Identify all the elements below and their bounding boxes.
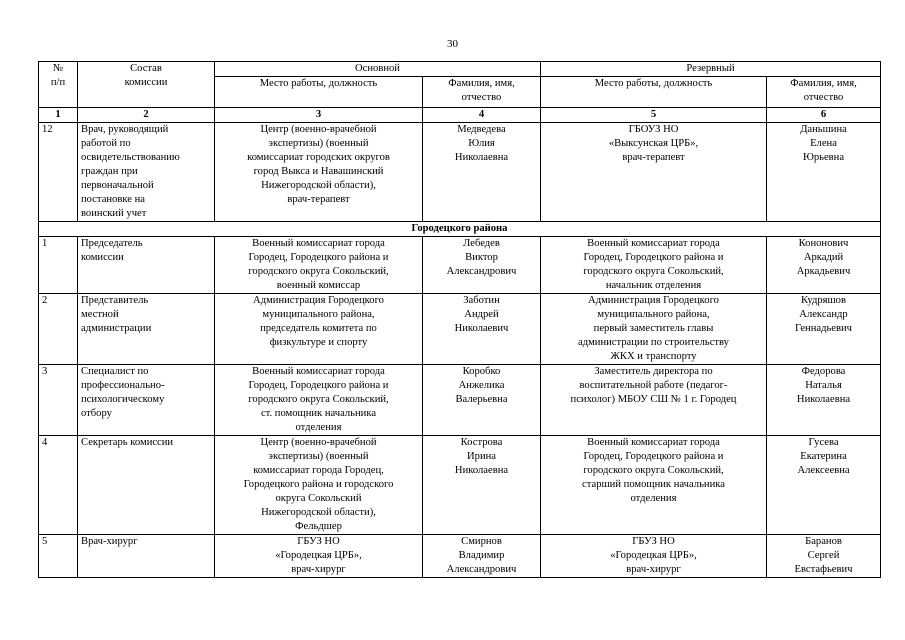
role-cell-line: профессионально- xyxy=(81,380,165,391)
main-name-cell-line: Юлия xyxy=(468,138,495,149)
reserve-name-cell-line: Николаевна xyxy=(796,394,851,405)
reserve-workplace-cell xyxy=(541,365,767,436)
table-row xyxy=(39,365,881,436)
main-name-cell-line: Заботин xyxy=(463,295,500,306)
main-workplace-cell-line: Администрация Городецкого xyxy=(253,295,384,306)
main-workplace-cell-line: Военный комиссариат города xyxy=(252,366,385,377)
role-cell-line: освидетельствованию xyxy=(81,152,180,163)
column-number: 4 xyxy=(423,108,541,123)
reserve-workplace-cell xyxy=(541,535,767,578)
reserve-workplace-cell-line: Городец, Городецкого района и xyxy=(583,451,724,462)
role-cell-line: Секретарь комиссии xyxy=(81,437,174,448)
reserve-workplace-cell-line: воспитательной работе (педагог- xyxy=(579,380,728,391)
column-number: 5 xyxy=(541,108,767,123)
reserve-name-cell-line: Кудряшов xyxy=(801,295,846,306)
row-number: 3 xyxy=(39,365,78,436)
main-rows xyxy=(39,237,881,578)
main-workplace-cell-line: председатель комитета по xyxy=(260,323,377,334)
reserve-workplace-cell-line: первый заместитель главы xyxy=(593,323,714,334)
row-number: 4 xyxy=(39,436,78,535)
main-workplace-cell xyxy=(215,123,423,222)
reserve-workplace-cell-line: Военный комиссариат города xyxy=(587,238,720,249)
main-workplace-cell xyxy=(215,237,423,294)
reserve-workplace-cell xyxy=(541,237,767,294)
reserve-workplace-cell-line: городского округа Сокольский, xyxy=(583,266,724,277)
main-name-cell-line: Анжелика xyxy=(458,380,505,391)
main-workplace-cell-line: ГБУЗ НО xyxy=(297,536,340,547)
reserve-workplace-cell-line: городского округа Сокольский, xyxy=(583,465,724,476)
role-cell-line: Врач, руководящий xyxy=(81,124,169,135)
main-workplace-cell-line: Нижегородской области), xyxy=(261,180,376,191)
reserve-workplace-cell-line: старший помощник начальника xyxy=(582,479,725,490)
role-cell xyxy=(78,436,215,535)
main-name-cell-line: Николаевич xyxy=(454,323,509,334)
section-title: Городецкого района xyxy=(39,222,881,237)
row-number: 2 xyxy=(39,294,78,365)
reserve-workplace-cell-line: врач-терапевт xyxy=(622,152,685,163)
reserve-name-cell-line: Аркадьевич xyxy=(796,266,851,277)
main-workplace-cell-line: городского округа Сокольский, xyxy=(248,394,389,405)
reserve-workplace-cell-line: «Городецкая ЦРБ», xyxy=(610,550,697,561)
reserve-workplace-cell xyxy=(541,123,767,222)
main-workplace-cell-line: отделения xyxy=(295,422,342,433)
reserve-name-cell xyxy=(767,237,881,294)
reserve-workplace-cell-line: ГБУЗ НО xyxy=(632,536,675,547)
main-name-cell-line: Александрович xyxy=(446,266,517,277)
reserve-name-cell xyxy=(767,123,881,222)
header-number: № п/п xyxy=(39,62,78,108)
reserve-name-cell-line: Баранов xyxy=(805,536,842,547)
main-workplace-cell-line: Военный комиссариат города xyxy=(252,238,385,249)
reserve-workplace-cell-line: «Выксунская ЦРБ», xyxy=(608,138,699,149)
table-row xyxy=(39,294,881,365)
table-row xyxy=(39,436,881,535)
main-workplace-cell-line: врач-хирург xyxy=(291,564,346,575)
reserve-workplace-cell-line: Городец, Городецкого района и xyxy=(583,252,724,263)
reserve-workplace-cell-line: психолог) МБОУ СШ № 1 г. Городец xyxy=(570,394,737,405)
main-workplace-cell-line: «Городецкая ЦРБ», xyxy=(275,550,362,561)
reserve-workplace-cell-line: муниципального района, xyxy=(597,309,710,320)
row-number: 1 xyxy=(39,237,78,294)
header-composition: Состав комиссии xyxy=(78,62,215,108)
table-row xyxy=(39,535,881,578)
reserve-name-cell-line: Алексеевна xyxy=(797,465,850,476)
reserve-workplace-cell-line: начальник отделения xyxy=(605,280,702,291)
main-workplace-cell-line: врач-терапевт xyxy=(287,194,350,205)
main-workplace-cell xyxy=(215,436,423,535)
reserve-workplace-cell xyxy=(541,294,767,365)
main-name-cell xyxy=(423,535,541,578)
reserve-name-cell-line: Александр xyxy=(799,309,848,320)
main-workplace-cell xyxy=(215,365,423,436)
main-workplace-cell-line: муниципального района, xyxy=(262,309,375,320)
reserve-workplace-cell-line: врач-хирург xyxy=(626,564,681,575)
reserve-workplace-cell-line: Администрация Городецкого xyxy=(588,295,719,306)
reserve-name-cell xyxy=(767,535,881,578)
role-cell-line: работой по xyxy=(81,138,131,149)
reserve-name-cell-line: Аркадий xyxy=(803,252,844,263)
main-workplace-cell-line: округа Сокольский xyxy=(275,493,362,504)
reserve-workplace-cell-line: ГБОУЗ НО xyxy=(628,124,679,135)
role-cell-line: комиссии xyxy=(81,252,124,263)
main-workplace-cell-line: экспертизы) (военный xyxy=(268,138,369,149)
role-cell-line: первоначальной xyxy=(81,180,154,191)
role-cell-line: психологическому xyxy=(81,394,165,405)
column-number: 2 xyxy=(78,108,215,123)
main-workplace-cell-line: военный комиссар xyxy=(276,280,361,291)
role-cell xyxy=(78,535,215,578)
main-name-cell-line: Смирнов xyxy=(461,536,502,547)
row-number: 12 xyxy=(39,123,78,222)
reserve-name-cell-line: Федорова xyxy=(801,366,846,377)
table-row xyxy=(39,237,881,294)
header-reserve-workplace: Место работы, должность xyxy=(541,77,767,108)
reserve-name-cell-line: Гусева xyxy=(808,437,839,448)
reserve-name-cell-line: Даньшина xyxy=(800,124,847,135)
header-reserve-group: Резервный xyxy=(541,62,881,77)
table-row xyxy=(39,123,881,222)
main-name-cell-line: Владимир xyxy=(458,550,505,561)
main-name-cell-line: Николаевна xyxy=(454,152,509,163)
main-name-cell-line: Андрей xyxy=(464,309,499,320)
main-workplace-cell xyxy=(215,294,423,365)
column-number: 1 xyxy=(39,108,78,123)
main-workplace-cell-line: Городец, Городецкого района и xyxy=(248,380,389,391)
role-cell-line: местной xyxy=(81,309,119,320)
reserve-name-cell-line: Кононович xyxy=(798,238,849,249)
main-workplace-cell-line: Центр (военно-врачебной xyxy=(260,437,377,448)
main-name-cell-line: Ирина xyxy=(467,451,496,462)
role-cell-line: воинский учет xyxy=(81,208,147,219)
column-numbers-row xyxy=(39,108,881,123)
row-number: 5 xyxy=(39,535,78,578)
main-workplace-cell-line: ст. помощник начальника xyxy=(260,408,377,419)
main-name-cell-line: Лебедев xyxy=(463,238,500,249)
reserve-name-cell xyxy=(767,436,881,535)
column-number: 6 xyxy=(767,108,881,123)
main-workplace-cell-line: физкультуре и спорту xyxy=(269,337,368,348)
section-row xyxy=(39,222,881,237)
role-cell-line: отбору xyxy=(81,408,112,419)
commission-table xyxy=(38,61,881,578)
role-cell-line: граждан при xyxy=(81,166,138,177)
main-name-cell-line: Виктор xyxy=(465,252,498,263)
header-main-group: Основной xyxy=(215,62,541,77)
main-workplace-cell-line: город Выкса и Навашинский xyxy=(253,166,384,177)
main-name-cell-line: Валерьевна xyxy=(455,394,508,405)
main-name-cell-line: Коробко xyxy=(462,366,501,377)
main-workplace-cell-line: комиссариат города Городец, xyxy=(253,465,384,476)
role-cell xyxy=(78,365,215,436)
role-cell-line: Специалист по xyxy=(81,366,149,377)
reserve-name-cell xyxy=(767,365,881,436)
header-main-fio: Фамилия, имя, отчество xyxy=(423,77,541,108)
reserve-name-cell-line: Евстафьевич xyxy=(794,564,853,575)
main-workplace-cell-line: экспертизы) (военный xyxy=(268,451,369,462)
reserve-name-cell-line: Юрьевна xyxy=(802,152,845,163)
reserve-workplace-cell-line: Заместитель директора по xyxy=(594,366,713,377)
header-main-workplace: Место работы, должность xyxy=(215,77,423,108)
main-name-cell-line: Кострова xyxy=(460,437,503,448)
main-name-cell xyxy=(423,365,541,436)
role-cell-line: Врач-хирург xyxy=(81,536,138,547)
role-cell xyxy=(78,123,215,222)
role-cell-line: постановке на xyxy=(81,194,145,205)
page-number: 30 xyxy=(447,38,458,50)
main-workplace-cell-line: Нижегородской области), xyxy=(261,507,376,518)
reserve-name-cell xyxy=(767,294,881,365)
top-rows xyxy=(39,123,881,222)
main-workplace-cell xyxy=(215,535,423,578)
main-name-cell xyxy=(423,294,541,365)
main-workplace-cell-line: городского округа Сокольский, xyxy=(248,266,389,277)
main-workplace-cell-line: комиссариат городских округов xyxy=(247,152,390,163)
reserve-name-cell-line: Наталья xyxy=(805,380,842,391)
reserve-workplace-cell-line: ЖКХ и транспорту xyxy=(610,351,697,362)
main-name-cell xyxy=(423,123,541,222)
main-workplace-cell-line: Городецкого района и городского xyxy=(243,479,394,490)
role-cell xyxy=(78,294,215,365)
main-name-cell xyxy=(423,436,541,535)
reserve-name-cell-line: Геннадьевич xyxy=(795,323,852,334)
main-name-cell-line: Медведева xyxy=(457,124,506,135)
role-cell-line: Председатель xyxy=(81,238,143,249)
main-workplace-cell-line: Фельдшер xyxy=(295,521,342,532)
reserve-workplace-cell-line: отделения xyxy=(630,493,677,504)
main-name-cell-line: Николаевна xyxy=(454,465,509,476)
header-reserve-fio: Фамилия, имя, отчество xyxy=(767,77,881,108)
reserve-workplace-cell xyxy=(541,436,767,535)
reserve-workplace-cell-line: Военный комиссариат города xyxy=(587,437,720,448)
main-workplace-cell-line: Центр (военно-врачебной xyxy=(260,124,377,135)
main-name-cell xyxy=(423,237,541,294)
role-cell-line: администрации xyxy=(81,323,152,334)
reserve-name-cell-line: Сергей xyxy=(807,550,840,561)
reserve-workplace-cell-line: администрации по строительству xyxy=(578,337,729,348)
role-cell xyxy=(78,237,215,294)
reserve-name-cell-line: Елена xyxy=(810,138,837,149)
role-cell-line: Представитель xyxy=(81,295,149,306)
main-name-cell-line: Александрович xyxy=(446,564,517,575)
column-number: 3 xyxy=(215,108,423,123)
main-workplace-cell-line: Городец, Городецкого района и xyxy=(248,252,389,263)
reserve-name-cell-line: Екатерина xyxy=(800,451,847,462)
